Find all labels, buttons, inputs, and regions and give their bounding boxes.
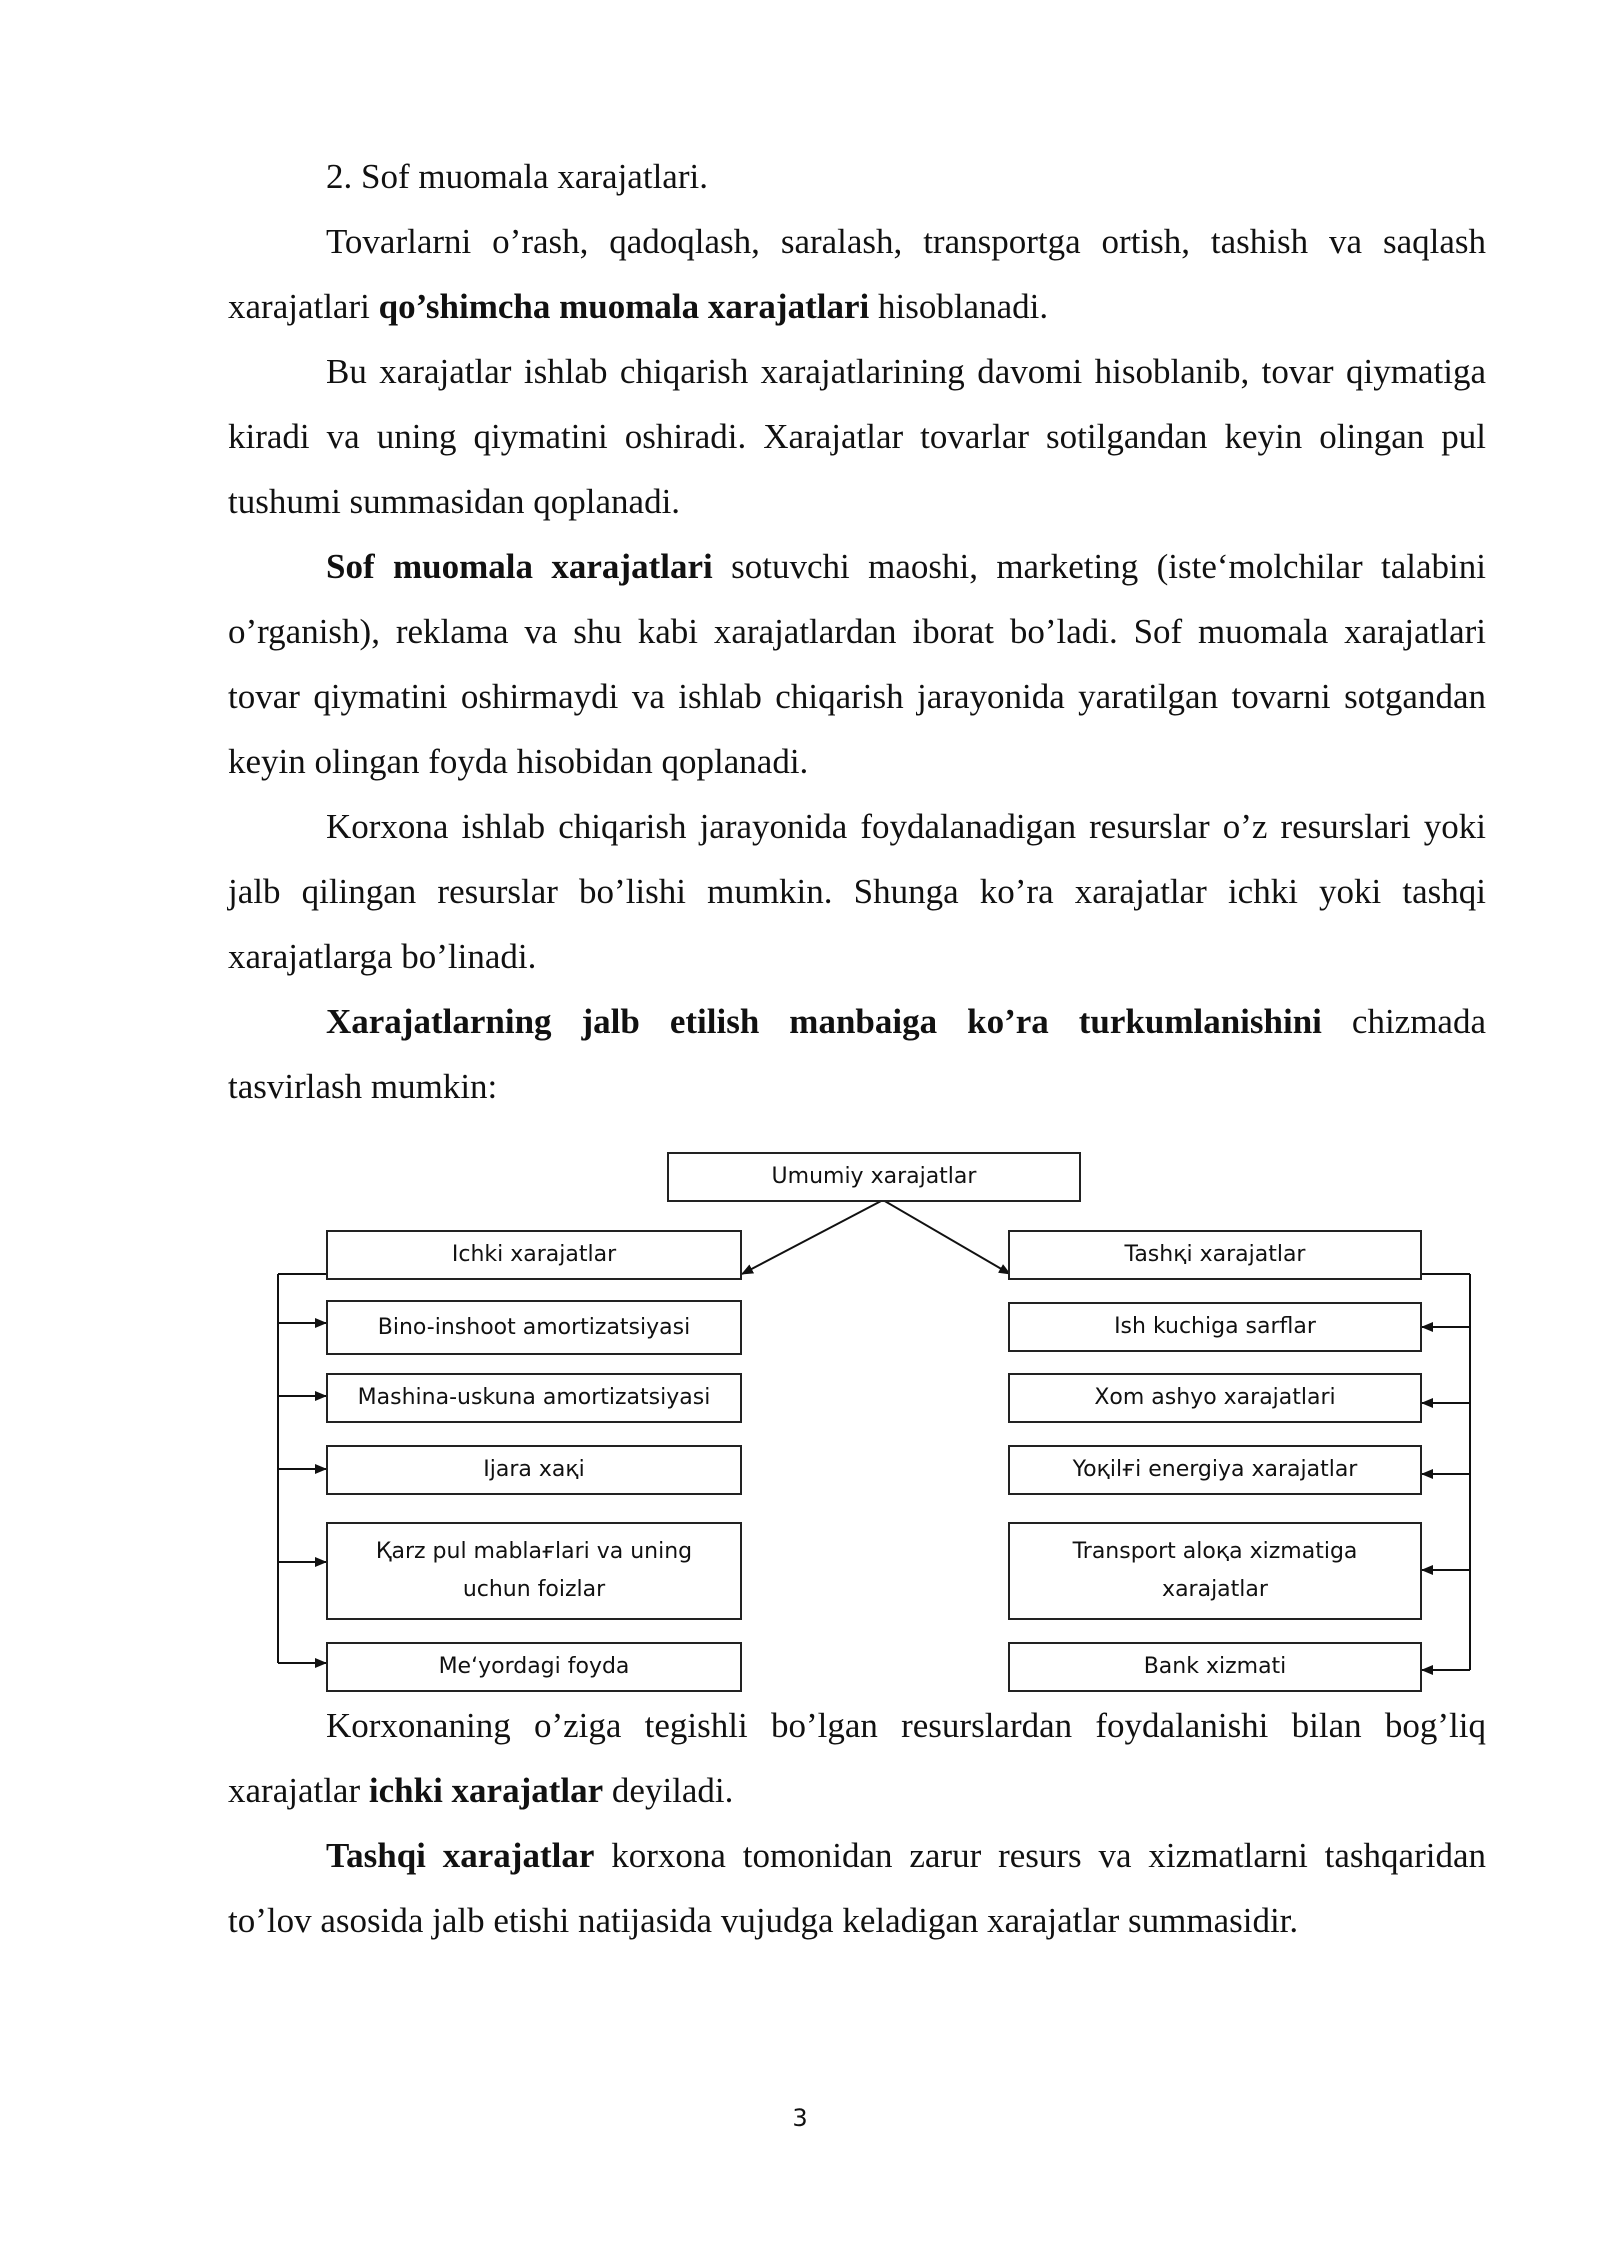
left-item-loan-interest: Қarz pul mablaғlari va uning uchun foizlar	[326, 1522, 742, 1620]
root-box-total-expenses: Umumiy xarajatlar	[667, 1152, 1081, 1202]
paragraph-4	[228, 534, 1486, 794]
paragraph-6	[228, 989, 1486, 1119]
right-item-fuel-energy: Yoқilғi energiya xarajatlar	[1008, 1445, 1422, 1495]
paragraph-8	[228, 1823, 1486, 1953]
text-run: Tovarlarni o’rash, qadoqlash, saralash, transportga ortish, tashish va saqlash xarajatlari	[228, 222, 1486, 326]
text-run: Korxona ishlab chiqarish jarayonida foydalanadigan resurslar o’z resurslari yoki jalb qilingan resurslar bo’lishi mumkin. Shunga ko’ra xarajatlar ichki yoki tashqi xarajatlarga bo’linadi.	[228, 807, 1486, 976]
left-item-building-depreciation: Bino-inshoot amortizatsiyasi	[326, 1300, 742, 1355]
text-run: sotuvchi maoshi, marketing (iste‘molchilar talabini o’rganish), reklama va shu kabi xarajatlardan iborat bo’ladi. Sof muomala xarajatlari tovar qiymatini oshirmaydi va ishlab chiqarish jarayonida yaratilgan tovarni sotgandan keyin olingan foyda hisobidan qoplanadi.	[228, 547, 1486, 781]
expense-classification-diagram	[0, 1130, 1600, 1700]
text-run: korxona tomonidan zarur resurs va xizmatlarni tashqaridan to’lov asosida jalb etishi natijasida vujudga keladigan xarajatlar summasidir.	[228, 1836, 1486, 1940]
text-run: Bu xarajatlar ishlab chiqarish xarajatlarining davomi hisoblanib, tovar qiymatiga kiradi va uning qiymatini oshiradi. Xarajatlar tovarlar sotilgandan keyin olingan pul tushumi summasidan qoplanadi.	[228, 352, 1486, 521]
bold-term: Tashqi xarajatlar	[326, 1836, 595, 1875]
text-run: deyiladi.	[603, 1771, 734, 1810]
right-item-raw-materials: Xom ashyo xarajatlari	[1008, 1373, 1422, 1423]
bold-term: Sof muomala xarajatlari	[326, 547, 713, 586]
paragraph-7	[228, 1693, 1486, 1823]
bold-term: Xarajatlarning jalb etilish manbaiga ko’ra turkumlanishini	[326, 1002, 1322, 1041]
right-item-transport-communication: Transport aloқa xizmatiga xarajatlar	[1008, 1522, 1422, 1620]
page-number: 3	[792, 2104, 808, 2132]
right-item-labor-costs: Ish kuchiga sarflar	[1008, 1302, 1422, 1352]
left-item-rent: Ijara xaқi	[326, 1445, 742, 1495]
text-run: hisoblanadi.	[869, 287, 1049, 326]
bold-term: ichki xarajatlar	[368, 1771, 604, 1810]
bold-term: qo’shimcha muomala xarajatlari	[378, 287, 870, 326]
paragraph-5	[228, 794, 1486, 989]
right-item-bank-services: Bank xizmati	[1008, 1642, 1422, 1692]
paragraph-2	[228, 209, 1486, 339]
left-item-machinery-depreciation: Mashina-uskuna amortizatsiyasi	[326, 1373, 742, 1423]
left-header-internal-expenses: Ichki xarajatlar	[326, 1230, 742, 1280]
bottom-text-block	[228, 1693, 1486, 1953]
paragraph-3	[228, 339, 1486, 534]
text-run: 2. Sof muomala xarajatlari.	[326, 157, 708, 196]
text-run: Korxonaning o’ziga tegishli bo’lgan resurslardan foydalanishi bilan bog’liq xarajatlar	[228, 1706, 1486, 1810]
left-item-normal-profit: Me‘yordagi foyda	[326, 1642, 742, 1692]
paragraph-1	[228, 144, 1486, 209]
right-header-external-expenses: Tashқi xarajatlar	[1008, 1230, 1422, 1280]
top-text-block	[228, 144, 1486, 1119]
text-run: chizmada tasvirlash mumkin:	[228, 1002, 1487, 1106]
